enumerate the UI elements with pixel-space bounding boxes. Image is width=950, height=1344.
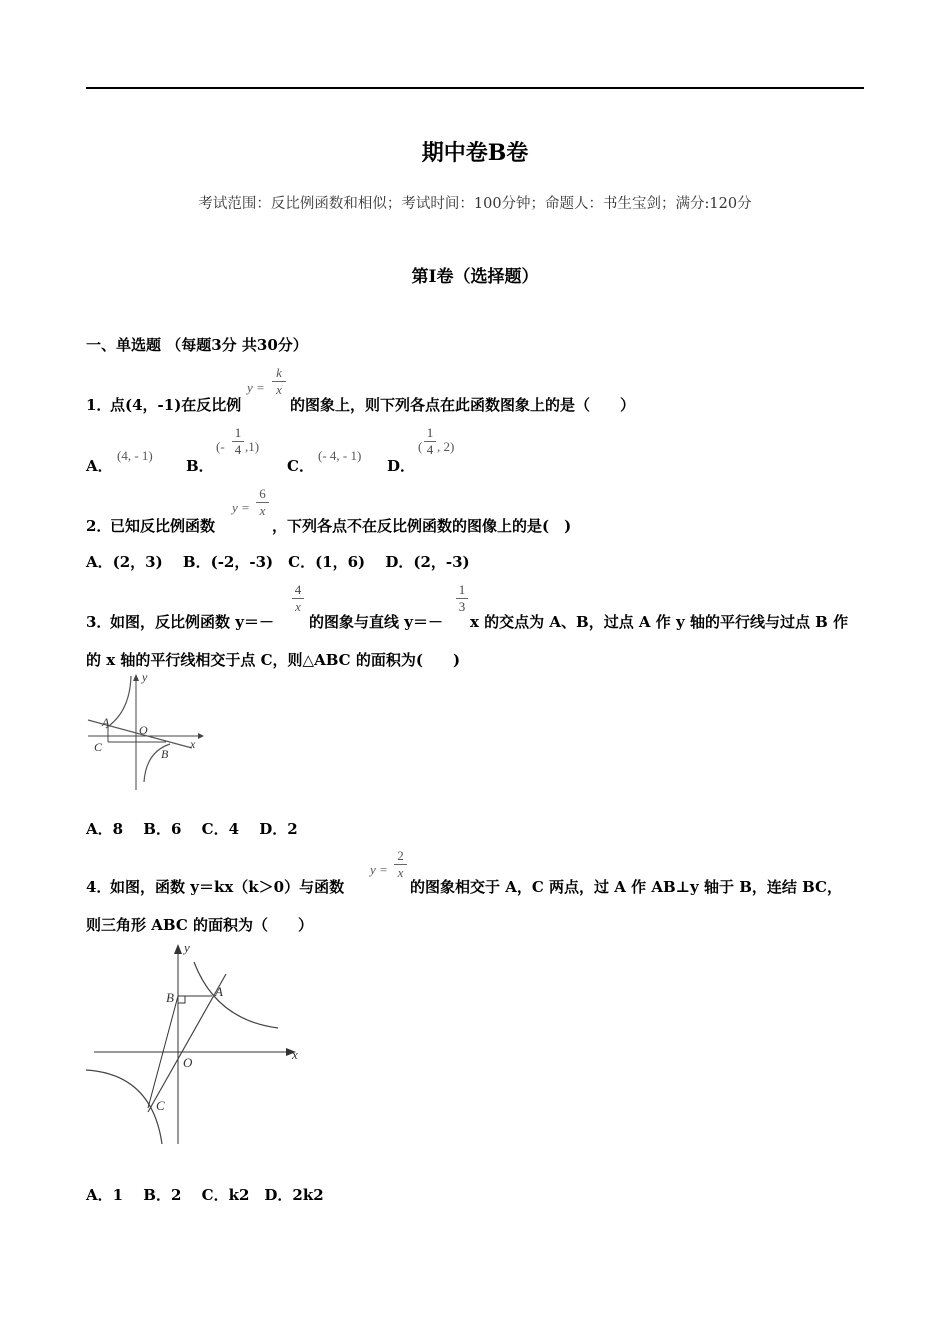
- q1-option-d-suffix: , 2): [437, 439, 455, 454]
- q4-text-b: 的图象相交于 A，C 两点，过 A 作 AB⊥y 轴于 B，连结 BC，: [410, 878, 842, 896]
- right-angle-mark: [178, 996, 185, 1003]
- point-label-b: B: [161, 747, 169, 761]
- q1-option-a-label: A．: [86, 457, 113, 475]
- q3-formula2-numerator: 1: [458, 582, 466, 597]
- q3-text-b: 的图象与直线 y＝－: [309, 613, 443, 631]
- part-title: 一、单选题 （每题3分 共30分）: [86, 336, 308, 354]
- q3-formula2-fraction: [456, 583, 468, 614]
- q3-formula1-numerator: 4: [294, 582, 302, 597]
- point-label-c: C: [94, 740, 103, 754]
- point-label-o: O: [139, 723, 148, 737]
- q3-formula1-fraction: [292, 583, 304, 614]
- q1-option-d-fraction: [424, 426, 436, 457]
- q1-option-d-numerator: 1: [426, 425, 434, 440]
- q2-formula-numerator: 6: [259, 486, 266, 501]
- axis-label-y: y: [184, 940, 190, 955]
- y-axis-arrow: [174, 944, 182, 954]
- q2-formula-denominator: x: [259, 503, 266, 518]
- x-axis-arrow: [198, 733, 204, 739]
- q3-text-a: 如图，反比例函数 y＝－: [110, 613, 274, 631]
- page-title: 期中卷B卷: [421, 140, 529, 166]
- exam-info: 考试范围：反比例函数和相似；考试时间：100分钟；命题人：书生宝剑；满分:120分: [198, 196, 752, 212]
- q4-number: 4．: [86, 878, 112, 896]
- q1-formula-numerator: k: [276, 365, 282, 380]
- q2-formula-fraction: [256, 487, 269, 518]
- q1-formula-fraction: [272, 366, 286, 397]
- q3-formula1-denominator: x: [295, 599, 301, 614]
- point-label-b: B: [166, 990, 174, 1005]
- header-rule: [86, 87, 864, 89]
- point-label-a: A: [102, 715, 110, 729]
- q3-formula2-denominator: 3: [458, 599, 466, 614]
- q1-option-b-fraction: [232, 426, 244, 457]
- section-title: 第I卷（选择题）: [411, 267, 539, 287]
- q4-formula-numerator: 2: [397, 848, 404, 863]
- q1-option-b-denominator: 4: [234, 442, 242, 457]
- q4-text-a: 如图，函数 y＝kx（k＞0）与函数: [110, 878, 345, 896]
- point-label-c: C: [156, 1098, 165, 1113]
- q1-option-b-suffix: ,1): [245, 439, 260, 454]
- hyperbola-branch-upper: [194, 962, 278, 1028]
- axis-label-x: x: [190, 737, 196, 751]
- q1-option-b-label: B．: [186, 457, 214, 475]
- q1-formula-denominator: x: [276, 382, 282, 397]
- point-label-o: O: [183, 1055, 193, 1070]
- q1-number: 1．: [86, 396, 112, 414]
- q3-figure: [86, 672, 204, 794]
- q4-formula-fraction: [394, 849, 407, 880]
- q3-number: 3．: [86, 613, 112, 631]
- q4-figure: [86, 940, 304, 1146]
- q4-options: A．1 B．2 C．k2 D．2k2: [86, 1186, 324, 1204]
- axis-label-x: x: [292, 1047, 298, 1062]
- q3-text-c: x 的交点为 A、B，过点 A 作 y 轴的平行线与过点 B 作: [470, 613, 849, 631]
- y-axis-arrow: [133, 674, 139, 681]
- q4-formula-lhs: y =: [370, 862, 388, 877]
- q2-text-a: 已知反比例函数: [110, 517, 216, 535]
- q2-number: 2．: [86, 517, 112, 535]
- q1-option-d-prefix: (: [418, 439, 423, 454]
- q1-option-d-denominator: 4: [426, 442, 434, 457]
- q1-text-a: 点(4，-1)在反比例: [110, 396, 242, 414]
- q2-options: A．(2，3) B．(-2，-3) C．(1，6) D．(2，-3): [86, 553, 470, 571]
- q1-option-c-label: C．: [287, 457, 314, 475]
- q4-formula-denominator: x: [397, 865, 404, 880]
- q3-text-line2: 的 x 轴的平行线相交于点 C，则△ABC 的面积为( ): [86, 651, 461, 669]
- hyperbola-branch-upper: [106, 676, 131, 728]
- q1-text-b: 的图象上，则下列各点在此函数图象上的是（ ）: [290, 396, 636, 414]
- q1-option-d-label: D．: [387, 457, 416, 475]
- q1-option-a-value: (4, - 1): [117, 448, 153, 463]
- q4-text-line2: 则三角形 ABC 的面积为（ ）: [86, 916, 313, 934]
- q3-options: A．8 B．6 C．4 D．2: [86, 820, 298, 838]
- q1-option-b-prefix: (-: [216, 439, 225, 454]
- q1-option-b-numerator: 1: [234, 425, 242, 440]
- q1-formula-lhs: y =: [247, 380, 265, 395]
- q2-formula-lhs: y =: [232, 500, 250, 515]
- point-label-a: A: [215, 984, 223, 999]
- q2-text-b: ，下列各点不在反比例函数的图像上的是( ): [272, 517, 572, 535]
- axis-label-y: y: [142, 672, 148, 684]
- q1-option-c-value: (- 4, - 1): [318, 448, 362, 463]
